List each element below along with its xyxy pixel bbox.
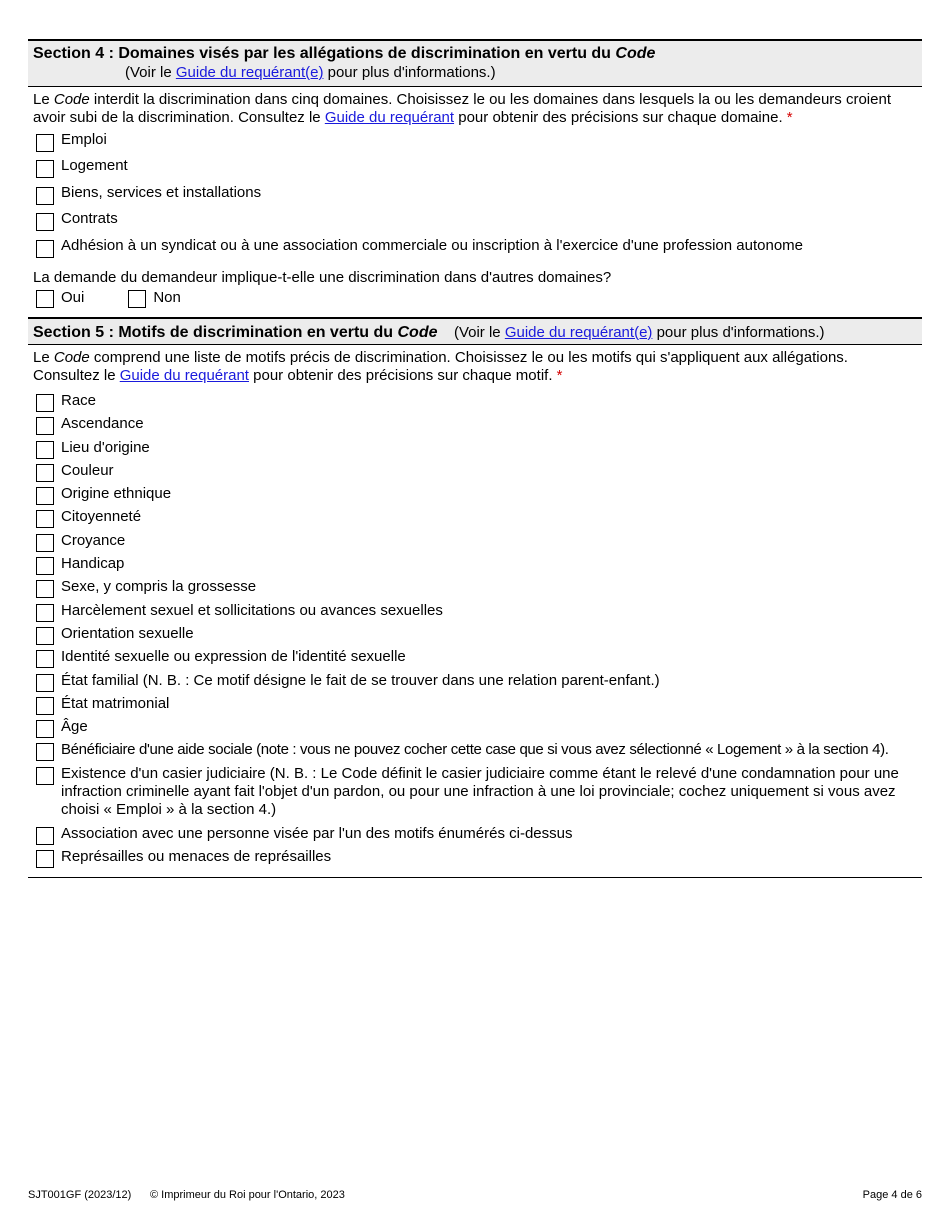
ground-option[interactable]: [36, 462, 922, 485]
ground-option[interactable]: [36, 532, 922, 555]
ground-label: Existence d'un casier judiciaire (N. B. : Le Code définit le casier judiciaire comme étant le relevé d'une condamnation pour une infraction criminelle ayant fait l'objet d'un pardon, ou pour une infraction à une loi provinciale; cochez uniquement si vous avez choisi « Emploi » à la section 4.): [61, 764, 899, 818]
ground-checkbox[interactable]: [36, 394, 54, 412]
section-4-intro: Le Code interdit la discrimination dans cinq domaines. Choisissez le ou les domaines dans lesquels la ou les demandeurs croient avoir subi de la discrimination. Consultez le Guide du requérant pour obtenir des précisions sur chaque domaine. *: [33, 91, 891, 126]
page-footer: [28, 1189, 922, 1201]
guide-link[interactable]: Guide du requérant: [324, 109, 455, 126]
ground-label: Origine ethnique: [61, 485, 172, 503]
ground-option[interactable]: [36, 648, 922, 671]
ground-label: Représailles ou menaces de représailles: [61, 848, 332, 865]
yes-checkbox[interactable]: [36, 290, 54, 308]
ground-option[interactable]: [36, 741, 922, 764]
section-4-title: Section 4 : Domaines visés par les allégations de discrimination en vertu du Code: [33, 45, 656, 62]
section-5-body: [28, 345, 922, 878]
ground-label: Croyance: [61, 531, 126, 549]
ground-option[interactable]: [36, 555, 922, 578]
domain-label: Biens, services et installations: [61, 183, 262, 201]
ground-label: Orientation sexuelle: [61, 624, 194, 642]
guide-link[interactable]: Guide du requérant(e): [504, 323, 653, 341]
ground-option[interactable]: [36, 718, 922, 741]
ground-label: Citoyenneté: [61, 508, 142, 526]
domain-label: Adhésion à un syndicat ou à une association commerciale ou inscription à l'exercice d'une profession autonome: [61, 236, 803, 254]
domain-option[interactable]: [36, 131, 922, 157]
domain-checkbox-list: [28, 127, 922, 263]
section-5-title: Section 5 : Motifs de discrimination en vertu du Code (Voir le Guide du requérant(e) pour plus d'informations.): [33, 323, 825, 341]
ground-label: Sexe, y compris la grossesse: [61, 578, 257, 596]
ground-checkbox[interactable]: [36, 720, 54, 738]
section-4-header: [28, 39, 922, 87]
domain-label: Contrats: [61, 210, 118, 228]
ground-checkbox-list: [28, 385, 922, 871]
ground-checkbox[interactable]: [36, 464, 54, 482]
form-page: [28, 39, 922, 878]
ground-option[interactable]: [36, 672, 922, 695]
ground-option[interactable]: [36, 578, 922, 601]
ground-checkbox[interactable]: [36, 417, 54, 435]
section-5-guide-note: (Voir le Guide du requérant(e) pour plus d'informations.): [453, 323, 825, 341]
domain-checkbox[interactable]: [36, 187, 54, 205]
ground-option[interactable]: [36, 415, 922, 438]
ground-checkbox[interactable]: [36, 850, 54, 868]
ground-checkbox[interactable]: [36, 627, 54, 645]
ground-label: État matrimonial: [61, 694, 170, 712]
guide-link[interactable]: Guide du requérant(e): [175, 64, 324, 81]
ground-option[interactable]: [36, 508, 922, 531]
ground-checkbox[interactable]: [36, 557, 54, 575]
form-code: SJT001GF (2023/12): [28, 1189, 132, 1201]
ground-checkbox[interactable]: [36, 650, 54, 668]
yes-label: Oui: [61, 288, 85, 306]
required-marker: *: [556, 366, 563, 384]
ground-label: Harcèlement sexuel et sollicitations ou avances sexuelles: [61, 601, 443, 619]
ground-label: Association avec une personne visée par l'un des motifs énumérés ci-dessus: [61, 824, 573, 842]
no-checkbox[interactable]: [128, 290, 146, 308]
page-number: Page 4 de 6: [862, 1189, 922, 1201]
domain-checkbox[interactable]: [36, 240, 54, 258]
ground-checkbox[interactable]: [36, 487, 54, 505]
ground-checkbox[interactable]: [36, 441, 54, 459]
domain-checkbox[interactable]: [36, 134, 54, 152]
other-domains-question: La demande du demandeur implique-t-elle une discrimination dans d'autres domaines?: [33, 268, 612, 286]
copyright: © Imprimeur du Roi pour l'Ontario, 2023: [150, 1189, 345, 1201]
other-domains-choice: [28, 287, 922, 317]
ground-label: Âge: [61, 718, 88, 736]
ground-checkbox[interactable]: [36, 580, 54, 598]
domain-option[interactable]: [36, 184, 922, 210]
domain-label: Emploi: [61, 131, 107, 148]
ground-option[interactable]: [36, 392, 922, 415]
ground-label: Ascendance: [61, 415, 144, 433]
section-4-guide-note: (Voir le Guide du requérant(e) pour plus d'informations.): [125, 64, 496, 81]
yes-option[interactable]: [36, 289, 84, 311]
section-5-intro: Le Code comprend une liste de motifs précis de discrimination. Choisissez le ou les motifs qui s'appliquent aux allégations. Consultez le Guide du requérant pour obtenir des précisions sur chaque motif. *: [33, 348, 848, 384]
domain-option[interactable]: [36, 157, 922, 183]
ground-label: Race: [61, 391, 97, 409]
ground-option[interactable]: [36, 602, 922, 625]
ground-option[interactable]: [36, 825, 922, 848]
ground-option[interactable]: [36, 695, 922, 718]
domain-checkbox[interactable]: [36, 160, 54, 178]
ground-checkbox[interactable]: [36, 674, 54, 692]
ground-option[interactable]: [36, 439, 922, 462]
domain-option[interactable]: [36, 210, 922, 236]
ground-checkbox[interactable]: [36, 510, 54, 528]
ground-label: Identité sexuelle ou expression de l'identité sexuelle: [61, 648, 406, 666]
ground-checkbox[interactable]: [36, 604, 54, 622]
ground-label: État familial (N. B. : Ce motif désigne le fait de se trouver dans une relation parent-enfant.): [61, 671, 660, 689]
ground-label: Couleur: [61, 461, 114, 479]
ground-checkbox[interactable]: [36, 827, 54, 845]
ground-option[interactable]: [36, 765, 922, 825]
ground-checkbox[interactable]: [36, 743, 54, 761]
no-label: Non: [153, 288, 181, 306]
ground-label: Handicap: [61, 555, 125, 573]
ground-label: Bénéficiaire d'une aide sociale (note : vous ne pouvez cocher cette case que si vous avez sélectionné « Logement » à la section 4).: [61, 741, 889, 759]
section-5-header: [28, 317, 922, 345]
ground-option[interactable]: [36, 848, 922, 871]
ground-checkbox[interactable]: [36, 767, 54, 785]
ground-option[interactable]: [36, 625, 922, 648]
ground-label: Lieu d'origine: [61, 438, 150, 456]
domain-label: Logement: [61, 157, 128, 175]
no-option[interactable]: [128, 289, 181, 311]
ground-checkbox[interactable]: [36, 697, 54, 715]
domain-option[interactable]: [36, 237, 922, 263]
ground-option[interactable]: [36, 485, 922, 508]
guide-link[interactable]: Guide du requérant: [119, 366, 249, 384]
required-marker: *: [786, 109, 793, 126]
ground-checkbox[interactable]: [36, 534, 54, 552]
domain-checkbox[interactable]: [36, 213, 54, 231]
